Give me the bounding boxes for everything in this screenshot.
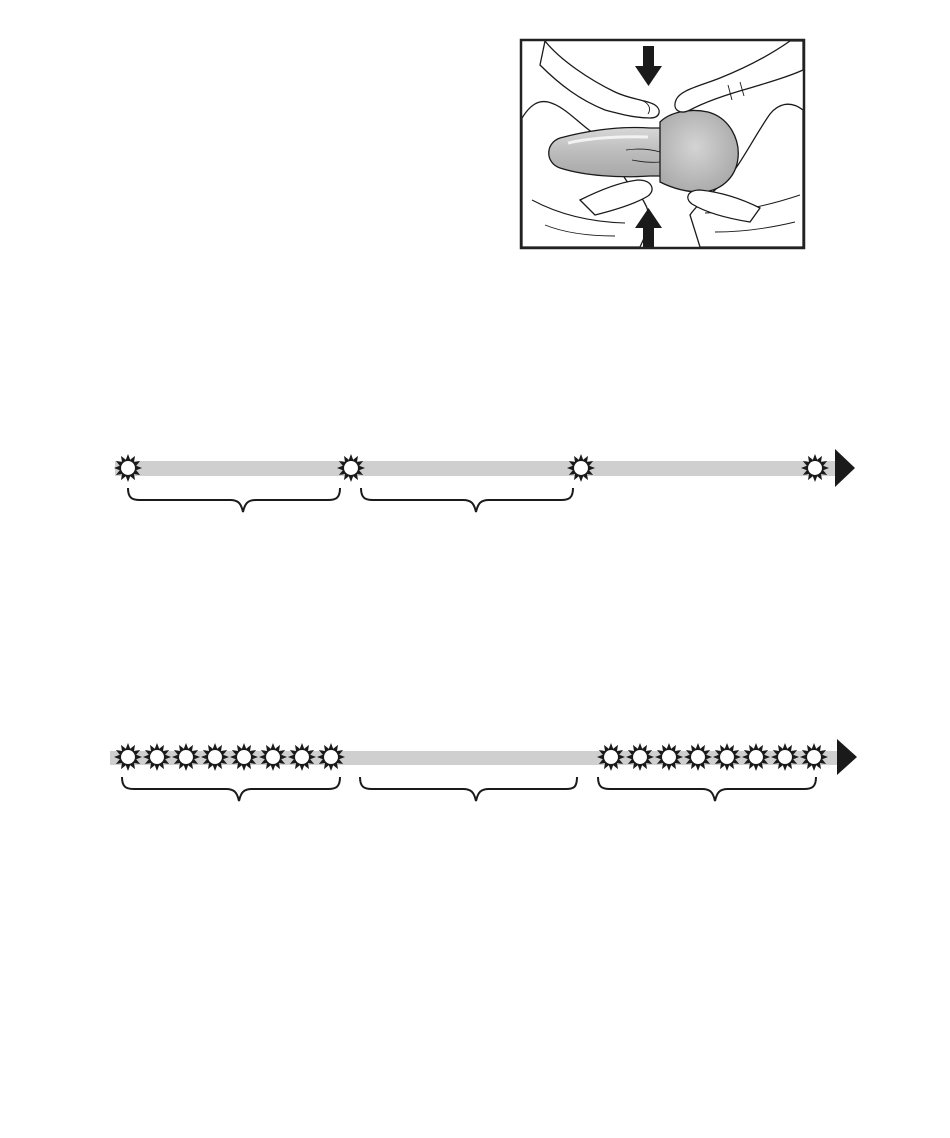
timeline-one-bar (115, 461, 835, 476)
flash-icon (684, 743, 712, 771)
timeline-one-brace (128, 488, 340, 512)
flash-icon (201, 743, 229, 771)
flash-icon (801, 454, 829, 482)
device-cap (660, 110, 738, 192)
flash-icon (626, 743, 654, 771)
illustration-panel (0, 0, 950, 260)
flash-icon (337, 454, 365, 482)
timeline-two (0, 725, 950, 815)
timeline-one-svg (0, 440, 950, 530)
flash-icon (567, 454, 595, 482)
timeline-two-brace (598, 777, 816, 801)
timeline-two-brace (360, 777, 577, 801)
flash-icon (655, 743, 683, 771)
timeline-one (0, 440, 950, 530)
timeline-one-braces (128, 488, 573, 512)
timeline-one-brace (361, 488, 573, 512)
illustration-svg (0, 0, 950, 260)
flash-icon (713, 743, 741, 771)
flash-icon (143, 743, 171, 771)
timeline-two-braces (122, 777, 816, 801)
timeline-two-brace (122, 777, 340, 801)
timeline-two-arrowhead (837, 739, 857, 775)
flash-icon (230, 743, 258, 771)
timeline-one-arrowhead (835, 449, 855, 487)
flash-icon (771, 743, 799, 771)
arrow-down-icon (635, 46, 662, 86)
flash-icon (114, 454, 142, 482)
flash-icon (172, 743, 200, 771)
flash-icon (288, 743, 316, 771)
timeline-two-svg (0, 725, 950, 815)
flash-icon (317, 743, 345, 771)
hands-and-device (522, 41, 803, 247)
flash-icon (259, 743, 287, 771)
flash-icon (597, 743, 625, 771)
flash-icon (800, 743, 828, 771)
top-right-thumb (675, 41, 803, 112)
flash-icon (114, 743, 142, 771)
flash-icon (742, 743, 770, 771)
